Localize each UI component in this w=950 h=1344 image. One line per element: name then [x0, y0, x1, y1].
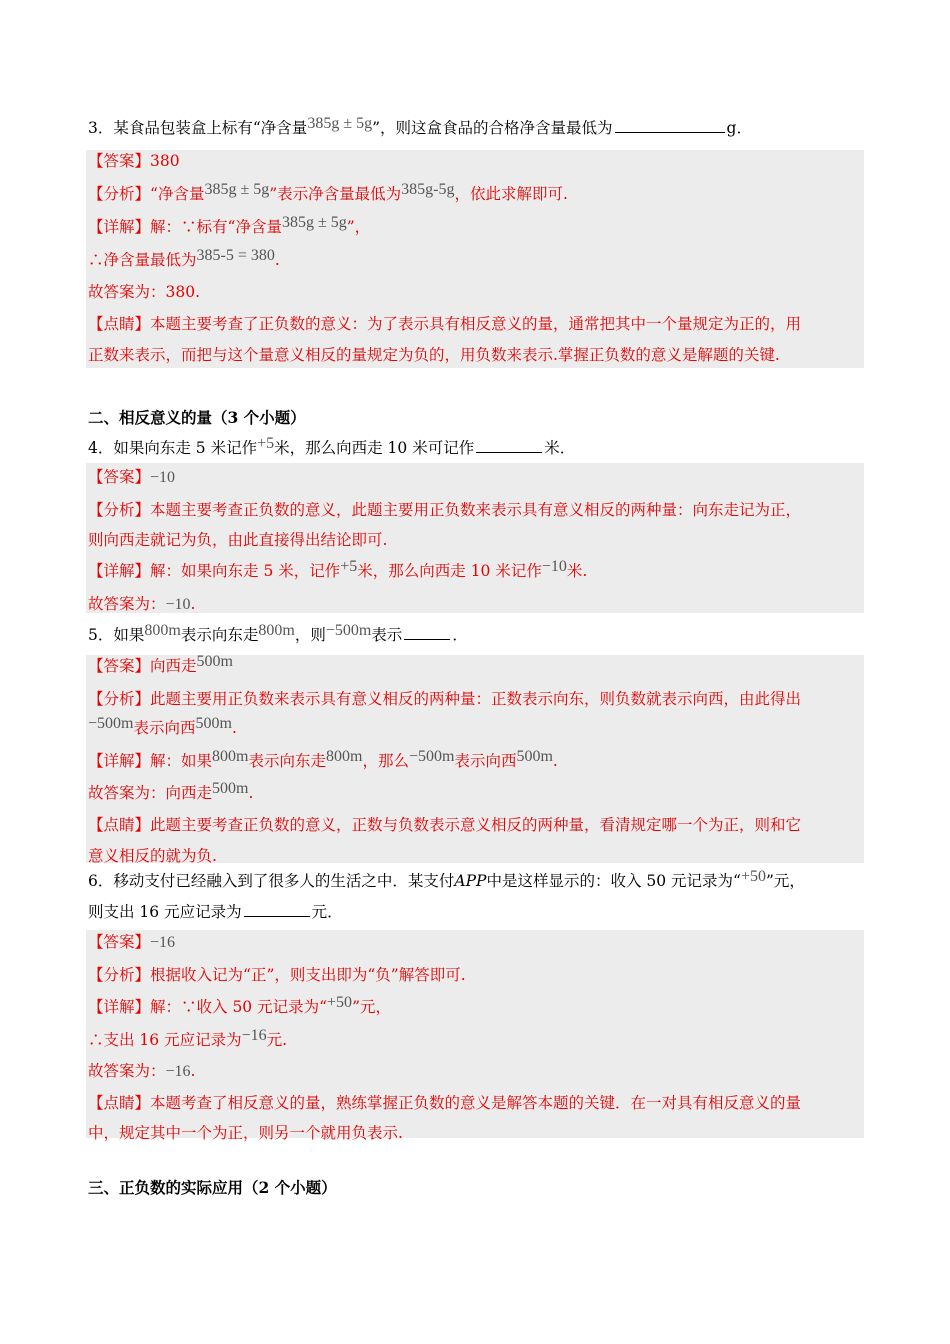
answer-value: 380 [150, 152, 180, 170]
detail-text: 解：∵标有“净含量 [150, 218, 282, 236]
question-5 [88, 620, 868, 651]
detail-text: 表示向东走 [248, 752, 326, 770]
question-number: 5． [88, 626, 114, 644]
detail-tag: 【详解】 [88, 752, 151, 770]
section-heading: 二、相反意义的量（3 个小题） [88, 408, 306, 427]
question-text: 某食品包装盒上标有“净含量 [113, 119, 308, 137]
detail-text: ”， [346, 218, 371, 236]
math-expression: 800m [326, 748, 363, 765]
math-expression: 385g ± 5g [281, 214, 347, 231]
math-expression: −10 [541, 558, 567, 575]
answer-blank [404, 623, 450, 640]
detail-line [86, 212, 864, 243]
final-text: . [190, 595, 196, 613]
answer-line [86, 651, 864, 682]
detail-text: . [552, 752, 558, 770]
math-expression: 800m [258, 622, 295, 639]
detail-line [86, 556, 864, 587]
question-text: 元． [311, 903, 343, 921]
detail-tag: 【详解】 [88, 562, 151, 580]
question-text: 米，那么向西走 10 米可记作 [274, 439, 475, 457]
detail-text: . [274, 251, 280, 269]
analysis-text: 根据收入记为“正”，则支出即为“负”解答即可. [150, 966, 466, 984]
math-expression: −500m [88, 715, 134, 732]
math-expression: 800m [212, 748, 249, 765]
answer-blank [476, 436, 542, 453]
math-expression: 500m [195, 715, 232, 732]
math-expression: 500m [196, 653, 233, 670]
detail-line [86, 245, 864, 276]
detail-text: 解：∵收入 50 元记录为“ [150, 998, 328, 1016]
detail-text: ，那么 [362, 752, 409, 770]
question-6 [88, 866, 868, 927]
analysis-text: “净含量 [150, 185, 205, 203]
note-text: 本题主要考查了正负数的意义：为了表示具有相反意义的量，通常把其中一个量规定为正的，用 [150, 315, 802, 333]
note-text: 意义相反的就为负. [88, 847, 217, 865]
analysis-text: 则向西走就记为负，由此直接得出结论即可. [88, 531, 388, 549]
detail-text: ∴净含量最低为 [88, 251, 197, 269]
answer-tag: 【答案】 [88, 657, 151, 675]
note-text: 本题考查了相反意义的量，熟练掌握正负数的意义是解答本题的关键．在一对具有相反意义的量 [150, 1094, 802, 1112]
detail-text: 解：如果 [150, 752, 213, 770]
analysis-text: ，依此求解即可. [454, 185, 568, 203]
question-number: 4． [88, 439, 114, 457]
answer-box-6 [86, 930, 864, 1142]
detail-text: ”元， [352, 998, 391, 1016]
detail-text: ∴支出 16 元应记录为 [88, 1031, 242, 1049]
answer-tag: 【答案】 [88, 468, 151, 486]
math-expression: +50 [740, 868, 766, 885]
final-answer [86, 1056, 864, 1087]
answer-text: 向西走 [150, 657, 197, 675]
question-number: 3． [88, 119, 114, 137]
analysis-text: 此题主要用正负数来表示具有意义相反的两种量：正数表示向东，则负数就表示向西，由此得出 [150, 690, 802, 708]
math-expression: −10 [165, 596, 191, 613]
note-tag: 【点睛】 [88, 315, 151, 333]
question-text: 如果向东走 5 米记作 [113, 439, 258, 457]
question-text: ”，则这盒食品的合格净含量最低为 [372, 119, 613, 137]
answer-tag: 【答案】 [88, 152, 151, 170]
analysis-tag: 【分析】 [88, 690, 151, 708]
question-text: 如果 [113, 626, 145, 644]
section-heading: 三、正负数的实际应用（2 个小题） [88, 1178, 337, 1197]
answer-value: −10 [150, 469, 176, 486]
math-expression: 800m [144, 622, 181, 639]
question-text: 表示向东走 [180, 626, 259, 644]
detail-text: 米，那么向西走 10 米记作 [357, 562, 542, 580]
final-text: . [190, 1062, 196, 1080]
detail-text: 表示向西 [454, 752, 517, 770]
answer-value: −16 [150, 934, 176, 951]
math-expression: 385g ± 5g [307, 115, 373, 132]
note-tag: 【点睛】 [88, 816, 151, 834]
math-expression: −16 [241, 1027, 267, 1044]
detail-line [86, 746, 864, 777]
answer-tag: 【答案】 [88, 933, 151, 951]
answer-box-5 [86, 655, 864, 863]
question-text: ，则 [294, 626, 326, 644]
final-answer [86, 589, 864, 620]
answer-blank [615, 116, 725, 133]
final-answer: 故答案为：380. [88, 283, 201, 301]
note-tag: 【点睛】 [88, 1094, 151, 1112]
analysis-line [86, 713, 864, 744]
analysis-tag: 【分析】 [88, 966, 151, 984]
detail-tag: 【详解】 [88, 218, 151, 236]
question-3 [88, 113, 868, 144]
analysis-text: . [231, 719, 237, 737]
math-expression: +50 [327, 994, 353, 1011]
final-answer [86, 778, 864, 809]
analysis-tag: 【分析】 [88, 501, 151, 519]
math-expression: −16 [165, 1063, 191, 1080]
detail-tag: 【详解】 [88, 998, 151, 1016]
question-text: 移动支付已经融入到了很多人的生活之中．某支付 [113, 872, 455, 890]
answer-line [86, 146, 864, 177]
question-number: 6． [88, 872, 114, 890]
math-expression: 385g-5g [401, 181, 455, 198]
analysis-line [86, 179, 864, 210]
detail-line [86, 992, 864, 1023]
question-text: 中是这样显示的：收入 50 元记录为“ [486, 872, 741, 890]
analysis-line [86, 960, 864, 991]
math-expression: 500m [212, 780, 249, 797]
app-term: APP [454, 872, 487, 890]
math-expression: 500m [516, 748, 553, 765]
math-expression: 385g ± 5g [204, 181, 270, 198]
detail-text: 米. [566, 562, 588, 580]
detail-text: 元. [266, 1031, 288, 1049]
answer-blank [244, 900, 310, 917]
math-expression: 385-5 = 380 [196, 247, 275, 264]
analysis-text: 本题主要考查正负数的意义，此题主要用正负数来表示具有意义相反的两种量：向东走记为正， [150, 501, 802, 519]
final-text: 故答案为： [88, 1062, 166, 1080]
question-text: 则支出 16 元应记录为 [88, 903, 242, 921]
answer-line [86, 462, 864, 493]
analysis-text: 表示向西 [133, 719, 196, 737]
answer-line [86, 927, 864, 958]
note-line [86, 810, 864, 841]
detail-text: 解：如果向东走 5 米，记作 [150, 562, 341, 580]
question-text: 米． [544, 439, 576, 457]
answer-box-3 [86, 150, 864, 368]
analysis-line [86, 495, 864, 526]
note-line [86, 309, 864, 340]
final-text: 故答案为：向西走 [88, 784, 213, 802]
math-expression: +5 [340, 558, 358, 575]
question-text: ”元， [766, 872, 805, 890]
analysis-line [86, 684, 864, 715]
math-expression: −500m [408, 748, 455, 765]
question-text: ． [452, 626, 468, 644]
question-text: g． [726, 119, 752, 137]
analysis-text: ”表示净含量最低为 [269, 185, 402, 203]
note-text: 此题主要考查正负数的意义，正数与负数表示意义相反的两种量，看清规定哪一个为正，则和它 [150, 816, 802, 834]
detail-line [86, 1025, 864, 1056]
analysis-tag: 【分析】 [88, 185, 151, 203]
question-text: 表示 [371, 626, 403, 644]
note-text: 正数来表示，而把与这个量意义相反的量规定为负的，用负数来表示.掌握正负数的意义是解题的关键. [88, 346, 780, 364]
note-text: 中，规定其中一个为正，则另一个就用负表示. [88, 1124, 403, 1142]
final-text: 故答案为： [88, 595, 166, 613]
note-line [86, 1088, 864, 1119]
math-expression: −500m [325, 622, 372, 639]
question-4 [88, 433, 868, 464]
answer-box-4 [86, 463, 864, 613]
math-expression: +5 [257, 435, 275, 452]
final-text: . [248, 784, 254, 802]
